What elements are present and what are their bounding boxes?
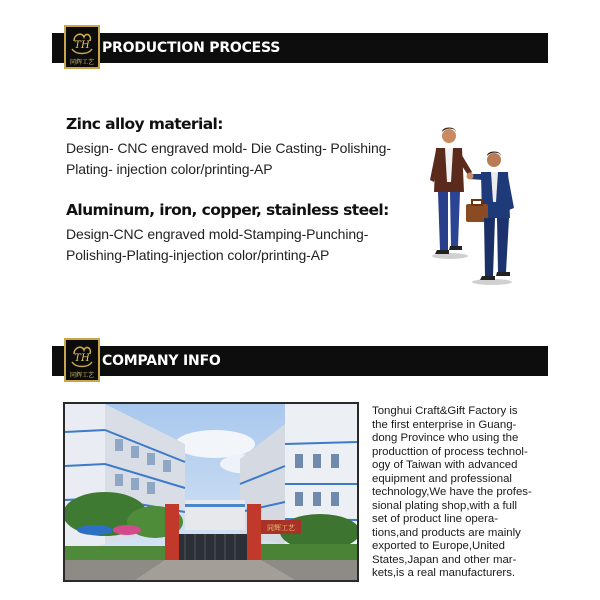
company-logo-icon <box>64 338 100 382</box>
description-line: technology,We have the profes- <box>372 486 532 498</box>
description-line: equipment and professional <box>372 472 512 485</box>
company-description <box>372 405 552 581</box>
zinc-process-line: Plating- injection color/printing-AP <box>66 161 273 177</box>
zinc-process-line: Design- CNC engraved mold- Die Casting- Polishing- <box>66 140 391 156</box>
zinc-alloy-heading: Zinc alloy material: <box>66 115 223 133</box>
metals-heading: Aluminum, iron, copper, stainless steel: <box>66 201 389 219</box>
description-line: States,Japan and other mar- <box>372 553 517 566</box>
description-line: the first enterprise in Guang- <box>372 418 517 431</box>
description-line: set of product line opera- <box>372 513 499 525</box>
description-line: ogy of Taiwan with advanced <box>372 459 518 471</box>
business-handshake-icon <box>420 122 532 294</box>
factory-building-photo <box>63 402 359 582</box>
logo-caption: 同辉工艺 <box>69 59 94 66</box>
description-line: kets,is a real manufacturers. <box>372 567 516 579</box>
logo-monogram-icon <box>68 29 96 57</box>
logo-caption: 同辉工艺 <box>69 372 94 379</box>
description-line: tions,and products are mainly <box>372 526 521 539</box>
description-line: dong Province who using the <box>372 432 519 444</box>
svg-text:同辉工艺: 同辉工艺 <box>267 524 295 532</box>
company-info-header <box>52 346 548 376</box>
company-info-title: COMPANY INFO <box>102 353 221 369</box>
description-line: exported to Europe,United <box>372 540 505 552</box>
svg-text:TH: TH <box>74 353 90 364</box>
metals-process-line: Design-CNC engraved mold-Stamping-Punching- <box>66 226 369 242</box>
description-line: producttion of process technol- <box>372 445 528 458</box>
svg-text:TH: TH <box>74 40 90 51</box>
production-process-title: PRODUCTION PROCESS <box>102 40 281 56</box>
metals-process-line: Polishing-Plating-injection color/printing-AP <box>66 247 330 263</box>
description-line: Tonghui Craft&Gift Factory is <box>372 405 518 417</box>
production-process-header <box>52 33 548 63</box>
logo-monogram-icon <box>68 342 96 370</box>
description-line: sional plating shop,with a full <box>372 499 518 512</box>
company-logo-icon <box>64 25 100 69</box>
